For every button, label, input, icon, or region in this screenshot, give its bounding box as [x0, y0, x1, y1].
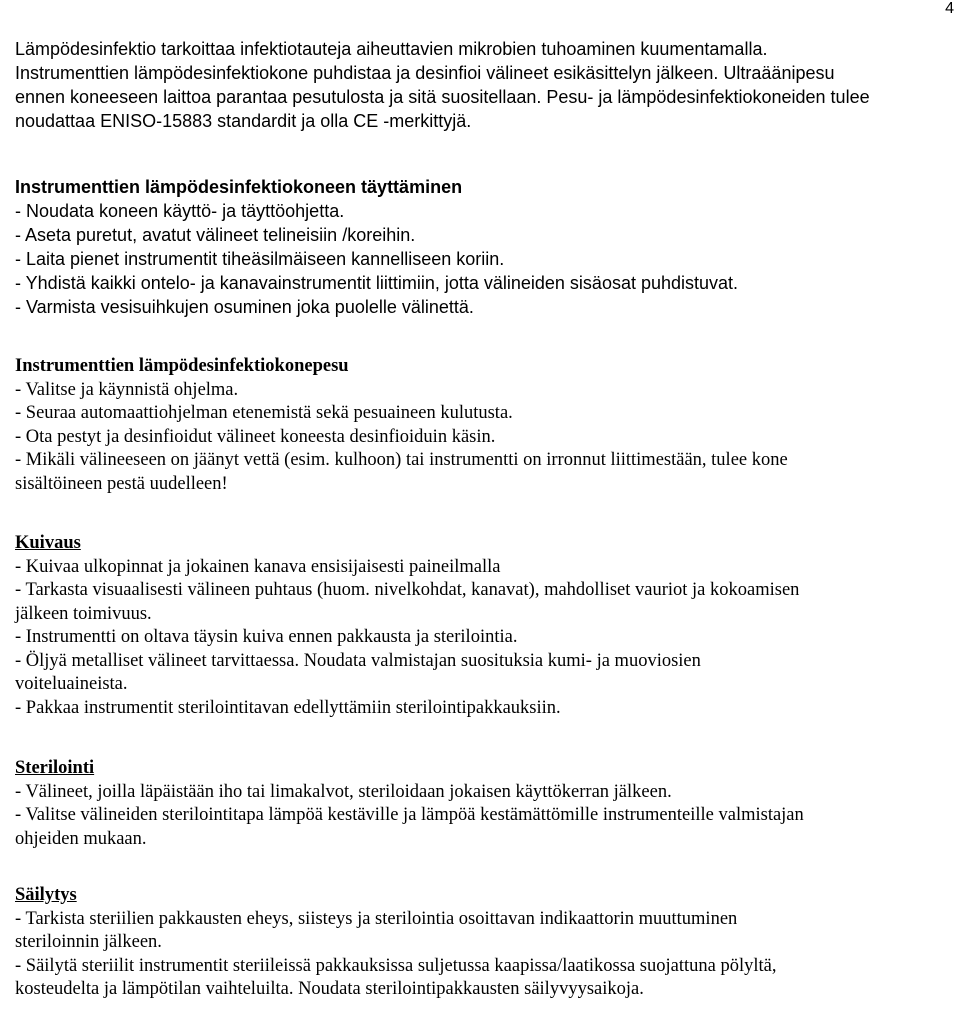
section-line: - Valitse ja käynnistä ohjelma. — [15, 379, 239, 400]
section-machine-wash — [15, 355, 955, 496]
section-heading: Sterilointi — [15, 758, 95, 778]
intro-line: ennen koneeseen laittoa parantaa pesutulosta ja sitä suositellaan. Pesu- ja lämpödesinfektiokoneiden tulee — [15, 87, 870, 107]
section-heading: Instrumenttien lämpödesinfektiokonepesu — [15, 356, 349, 376]
intro-line: noudattaa ENISO-15883 standardit ja olla CE -merkittyjä. — [15, 111, 472, 131]
section-line: - Yhdistä kaikki ontelo- ja kanavainstrumentit liittimiin, jotta välineiden sisäosat puhdistuvat. — [15, 273, 739, 293]
section-line: - Välineet, joilla läpäistään iho tai limakalvot, steriloidaan jokaisen käyttökerran jälkeen. — [15, 781, 672, 802]
section-line: jälkeen toimivuus. — [15, 603, 152, 624]
section-line: - Säilytä steriilit instrumentit steriileissä pakkauksissa suljetussa kaapissa/laatikossa suojattuna pölyltä, — [15, 955, 777, 976]
section-heading: Säilytys — [15, 885, 77, 905]
section-line: - Laita pienet instrumentit tiheäsilmäiseen kannelliseen koriin. — [15, 249, 505, 269]
section-line: ohjeiden mukaan. — [15, 828, 147, 849]
intro-paragraph — [15, 37, 955, 133]
section-heading: Instrumenttien lämpödesinfektiokoneen täyttäminen — [15, 177, 463, 197]
intro-line: Instrumenttien lämpödesinfektiokone puhdistaa ja desinfioi välineet esikäsittelyn jälkeen. Ultraäänipesu — [15, 63, 835, 83]
section-sterilization — [15, 757, 955, 851]
section-line: - Tarkista steriilien pakkausten eheys, siisteys ja sterilointia osoittavan indikaattorin muuttuminen — [15, 908, 738, 929]
section-storage — [15, 884, 955, 1002]
section-line: kosteudelta ja lämpötilan vaihteluilta. Noudata sterilointipakkausten säilyvyysaikoja. — [15, 979, 644, 999]
section-line: - Instrumentti on oltava täysin kuiva ennen pakkausta ja sterilointia. — [15, 627, 518, 647]
section-line: sisältöineen pestä uudelleen! — [15, 473, 228, 494]
section-line: voiteluaineista. — [15, 674, 128, 694]
section-line: - Ota pestyt ja desinfioidut välineet koneesta desinfioiduin käsin. — [15, 426, 496, 447]
section-filling — [15, 175, 955, 319]
page-number: 4 — [945, 0, 954, 17]
intro-line: Lämpödesinfektio tarkoittaa infektiotauteja aiheuttavien mikrobien tuhoaminen kuumentamalla. — [15, 39, 768, 59]
section-line: - Noudata koneen käyttö- ja täyttöohjetta. — [15, 201, 345, 221]
section-line: - Aseta puretut, avatut välineet telineisiin /koreihin. — [15, 225, 416, 245]
section-line: steriloinnin jälkeen. — [15, 932, 162, 952]
section-heading: Kuivaus — [15, 533, 81, 553]
section-line: - Varmista vesisuihkujen osuminen joka puolelle välinettä. — [15, 297, 474, 317]
section-line: - Valitse välineiden sterilointitapa lämpöä kestäville ja lämpöä kestämättömille instrumenteille valmistajan — [15, 805, 804, 825]
section-line: - Seuraa automaattiohjelman etenemistä sekä pesuaineen kulutusta. — [15, 403, 513, 423]
section-drying — [15, 532, 955, 720]
section-line: - Öljyä metalliset välineet tarvittaessa. Noudata valmistajan suosituksia kumi- ja muoviosien — [15, 650, 701, 671]
section-line: - Kuivaa ulkopinnat ja jokainen kanava ensisijaisesti paineilmalla — [15, 556, 501, 577]
section-line: - Pakkaa instrumentit sterilointitavan edellyttämiin sterilointipakkauksiin. — [15, 697, 561, 718]
section-line: - Tarkasta visuaalisesti välineen puhtaus (huom. nivelkohdat, kanavat), mahdolliset vauriot ja kokoamisen — [15, 580, 800, 600]
section-line: - Mikäli välineeseen on jäänyt vettä (esim. kulhoon) tai instrumentti on irronnut liittimestään, tulee kone — [15, 450, 788, 470]
